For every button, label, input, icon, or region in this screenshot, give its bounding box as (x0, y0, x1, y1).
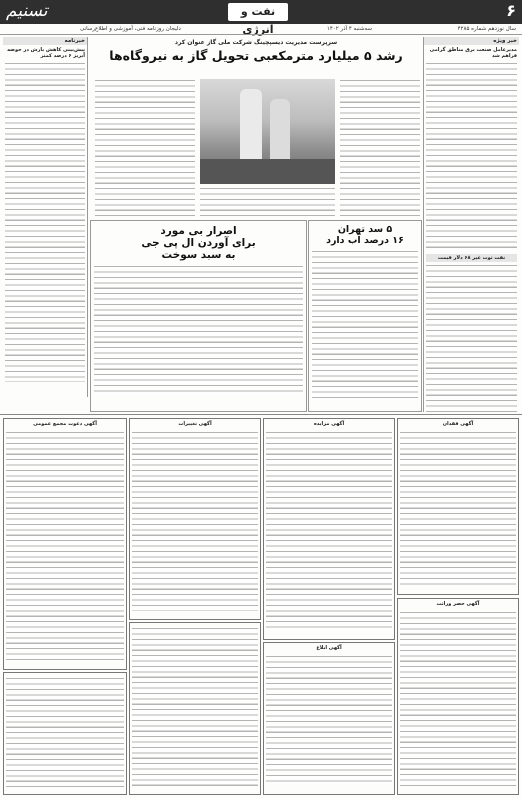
lead-article (90, 37, 422, 217)
tagline: دلیجان روزنامه فنی، آموزشی و اطلاع‌رسانی (80, 26, 181, 32)
lpg-story (90, 220, 307, 412)
dams-story (308, 220, 422, 412)
ad4-title: آگهی دعوت مجمع عمومی (33, 421, 97, 427)
ad2-title: آگهی مزایده (313, 421, 345, 427)
stack-icon (240, 89, 262, 169)
ad-box-6 (263, 642, 395, 795)
logo: تسنیم (6, 1, 48, 21)
ad5-title: آگهی حصر وراثت (436, 601, 480, 607)
issue-info: سال نوزدهم شماره ۴۲۸۵ (457, 26, 516, 32)
page-number: ۶ (506, 1, 516, 20)
ad3-title: آگهی تغییرات (178, 421, 212, 427)
lpg-text (94, 265, 303, 395)
ad5-text (400, 611, 516, 786)
section-title: نفت و انرژی (228, 3, 288, 21)
ad6-title: آگهی ابلاغ (316, 645, 342, 651)
dams-headline-1: ۵ سد تهران (337, 224, 393, 235)
ad-box-5 (397, 598, 519, 795)
ad-box-8 (3, 672, 127, 795)
left-sidebar-label: خبرنامه (3, 37, 87, 45)
date-info: سه‌شنبه ۴ آذر ۱۴۰۲ (326, 26, 372, 32)
right-sidebar-label: خبر ویژه (424, 37, 519, 45)
oil-price-text (426, 264, 517, 412)
ad6-text (266, 655, 392, 785)
lpg-headline-2: برای آوردن ال پی جی (141, 237, 256, 249)
plant-base (200, 159, 335, 184)
right-sidebar (423, 37, 519, 412)
lead-kicker: سرپرست مدیریت دیسپچینگ شرکت ملی گاز عنوان کرد (174, 39, 338, 46)
dams-text (312, 250, 418, 400)
ad4-text (6, 431, 124, 661)
ad-box-4 (3, 418, 127, 670)
lpg-headline-3: به سبد سوخت (161, 249, 236, 261)
right-sidebar-title: مدیرعامل صنعت برق مناطق گرامی فراهم شد (429, 47, 517, 59)
left-sidebar (3, 37, 88, 397)
ad8-text (6, 677, 124, 787)
lead-text-col-1 (340, 79, 420, 217)
ad7-text (132, 627, 258, 787)
ad1-text (400, 431, 516, 586)
left-sidebar-title: پیش‌بینی کاهش بارش در حوضه آبریز ۶ درصد کمتر (7, 47, 85, 59)
ad-box-3 (129, 418, 261, 620)
ad-box-7 (129, 622, 261, 795)
ad2-text (266, 431, 392, 631)
lead-text-col-2 (95, 79, 195, 217)
dams-headline-2: ۱۶ درصد آب دارد (326, 235, 404, 246)
ad-box-2 (263, 418, 395, 640)
divider (0, 414, 522, 415)
ad1-title: آگهی فقدان (442, 421, 474, 427)
left-sidebar-text (5, 62, 85, 382)
ad-box-1 (397, 418, 519, 595)
power-plant-photo (200, 79, 335, 184)
sub-header-bar (0, 24, 522, 35)
lead-text-col-3 (200, 187, 335, 217)
lead-headline: رشد ۵ میلیارد مترمکعبی تحویل گاز به نیروگاه‌ها (109, 48, 403, 63)
oil-price-title: نفت توت غیر ۶۸ دلار قیمت (426, 254, 517, 262)
right-sidebar-text (426, 62, 517, 252)
lpg-headline-1: اصرار بی مورد (160, 225, 237, 237)
ad3-text (132, 431, 258, 611)
